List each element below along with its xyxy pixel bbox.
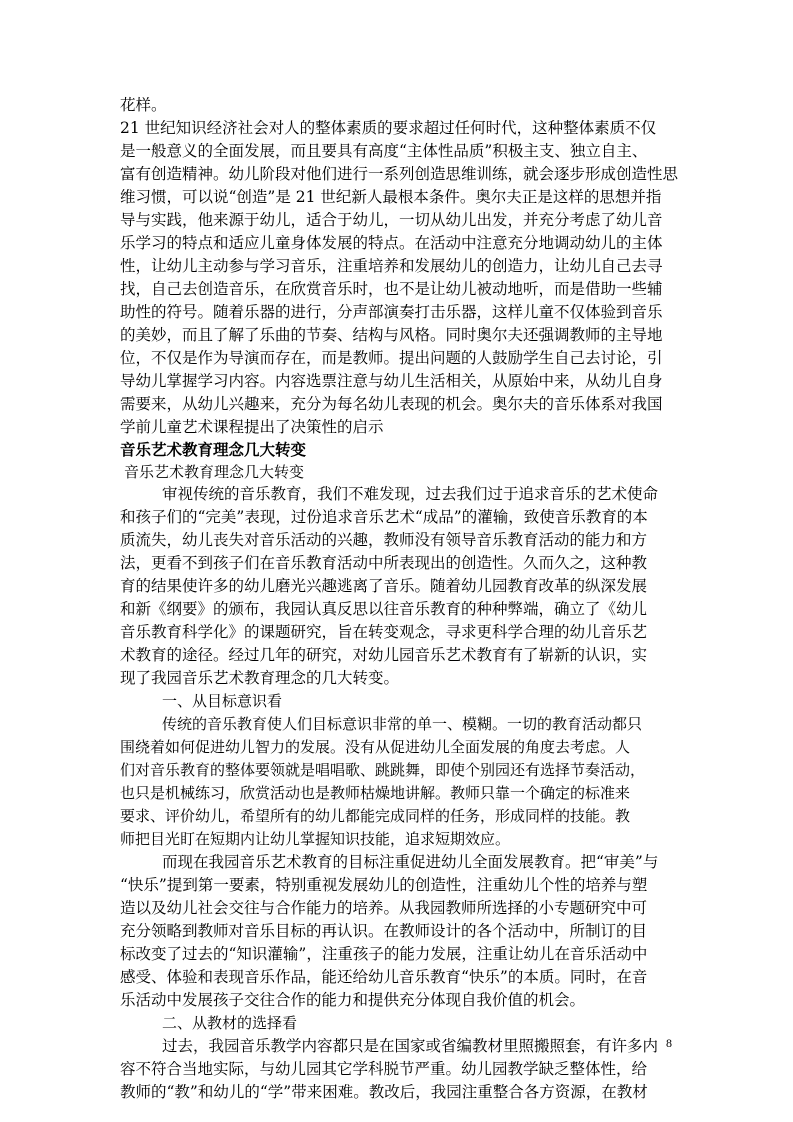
- text-line: 位，不仅是作为导演而存在，而是教师。提出问题的人鼓励学生自己去讨论，引: [120, 349, 663, 367]
- intro-paragraph: [120, 94, 682, 439]
- text-line: “快乐”提到第一要素，特别重视发展幼儿的创造性，注重幼儿个性的培养与塑: [120, 876, 648, 894]
- text-line: 的美妙，而且了解了乐曲的节奏、结构与风格。同时奥尔夫还强调教师的主导地: [120, 326, 663, 344]
- text-line: 术教育的途径。经过几年的研究，对幼儿园音乐艺术教育有了崭新的认识，实: [120, 646, 648, 664]
- text-line: 教师的“教”和幼儿的“学”带来困难。教改后，我园注重整合各方资源，在教材: [120, 1083, 648, 1101]
- text-line: 标改变了过去的“知识灌输”，注重孩子的能力发展，注重让幼儿在音乐活动中: [120, 945, 648, 963]
- text-line: 学前儿童艺术课程提出了决策性的启示: [120, 418, 384, 436]
- text-line: 感受、体验和表现音乐作品，能还给幼儿音乐教育“快乐”的本质。同时，在音: [120, 968, 648, 986]
- text-line: 围绕着如何促进幼儿智力的发展。没有从促进幼儿全面发展的角度去考虑。人: [120, 738, 631, 756]
- text-line: 审视传统的音乐教育，我们不难发现，过去我们过于追求音乐的艺术使命: [162, 485, 659, 503]
- paragraph-1: [120, 483, 682, 690]
- page-content: [120, 94, 682, 1104]
- paragraph-3: [120, 851, 682, 1012]
- text-line: 传统的音乐教育使人们目标意识非常的单一、模糊。一切的教育活动都只: [162, 715, 643, 733]
- section-1-title: 一、从目标意识看: [162, 692, 283, 710]
- text-line: 造以及幼儿社会交往与合作能力的培养。从我园教师所选择的小专题研究中可: [120, 899, 648, 917]
- text-line: 21 世纪知识经济社会对人的整体素质的要求超过任何时代，这种整体素质不仅: [120, 119, 657, 137]
- section-subheading: 音乐艺术教育理念几大转变: [124, 463, 305, 481]
- text-line: 性，让幼儿主动参与学习音乐，注重培养和发展幼儿的创造力，让幼儿自己去寻: [120, 257, 663, 275]
- text-line: 要求、评价幼儿，希望所有的幼儿都能完成同样的任务，形成同样的技能。教: [120, 807, 631, 825]
- text-line: 和孩子们的“完美”表现，过份追求音乐艺术“成品”的灌输，致使音乐教育的本: [120, 508, 648, 526]
- paragraph-4: [120, 1035, 682, 1104]
- text-line: 和新《纲要》的颁布，我园认真反思以往音乐教育的种种弊端，确立了《幼儿: [120, 600, 648, 618]
- section-2-title: 二、从教材的选择看: [162, 1014, 298, 1032]
- text-line: 们对音乐教育的整体要领就是唱唱歌、跳跳舞，即使个别园还有选择节奏活动，: [120, 761, 646, 779]
- text-line: 乐活动中发展孩子交往合作的能力和提供充分体现自我价值的机会。: [120, 991, 586, 1009]
- text-line: 乐学习的特点和适应儿童身体发展的特点。在活动中注意充分地调动幼儿的主体: [120, 234, 663, 252]
- text-line: 容不符合当地实际，与幼儿园其它学科脱节严重。幼儿园教学缺乏整体性，给: [120, 1060, 648, 1078]
- text-line: 法，更看不到孩子们在音乐教育活动中所表现出的创造性。久而久之，这种教: [120, 554, 648, 572]
- text-line: 育的结果使许多的幼儿磨光兴趣逃离了音乐。随着幼儿园教育改革的纵深发展: [120, 577, 648, 595]
- text-line: 维习惯，可以说“创造”是 21 世纪新人最根本条件。奥尔夫正是这样的思想并指: [120, 188, 662, 206]
- text-line: 是一般意义的全面发展，而且要具有高度“主体性品质”积极主支、独立自主、: [120, 142, 648, 160]
- text-line: 师把目光盯在短期内让幼儿掌握知识技能，追求短期效应。: [120, 830, 511, 848]
- text-line: 充分领略到教师对音乐目标的再认识。在教师设计的各个活动中，所制订的目: [120, 922, 648, 940]
- text-line: 需要来，从幼儿兴趣来，充分为每名幼儿表现的机会。奥尔夫的音乐体系对我国: [120, 395, 663, 413]
- text-line: 而现在我园音乐艺术教育的目标注重促进幼儿全面发展教育。把“审美”与: [162, 853, 659, 871]
- text-line: 过去，我园音乐教学内容都只是在国家或省编教材里照搬照套，有许多内: [162, 1037, 659, 1055]
- text-line: 助性的符号。随着乐器的进行，分声部演奏打击乐器，这样儿童不仅体验到音乐: [120, 303, 663, 321]
- page-number: 8: [666, 1036, 672, 1050]
- text-line: 找，自己去创造音乐，在欣赏音乐时，也不是让幼儿被动地听，而是借助一些辅: [120, 280, 663, 298]
- paragraph-2: [120, 713, 682, 851]
- text-line: 导与实践，他来源于幼儿，适合于幼儿，一切从幼儿出发，并充分考虑了幼儿音: [120, 211, 663, 229]
- text-line: 导幼儿掌握学习内容。内容选票注意与幼儿生活相关，从原始中来，从幼儿自身: [120, 372, 663, 390]
- text-line: 富有创造精神。幼儿阶段对他们进行一系列创造思维训练，就会逐步形成创造性思: [120, 165, 679, 183]
- section-heading: 音乐艺术教育理念几大转变: [120, 440, 307, 459]
- text-line: 花样。: [120, 96, 167, 114]
- text-line: 现了我园音乐艺术教育理念的几大转变。: [120, 669, 400, 687]
- text-line: 质流失，幼儿丧失对音乐活动的兴趣，教师没有领导音乐教育活动的能力和方: [120, 531, 648, 549]
- text-line: 也只是机械练习，欣赏活动也是教师枯燥地讲解。教师只靠一个确定的标准来: [120, 784, 631, 802]
- text-line: 音乐教育科学化》的课题研究，旨在转变观念，寻求更科学合理的幼儿音乐艺: [120, 623, 648, 641]
